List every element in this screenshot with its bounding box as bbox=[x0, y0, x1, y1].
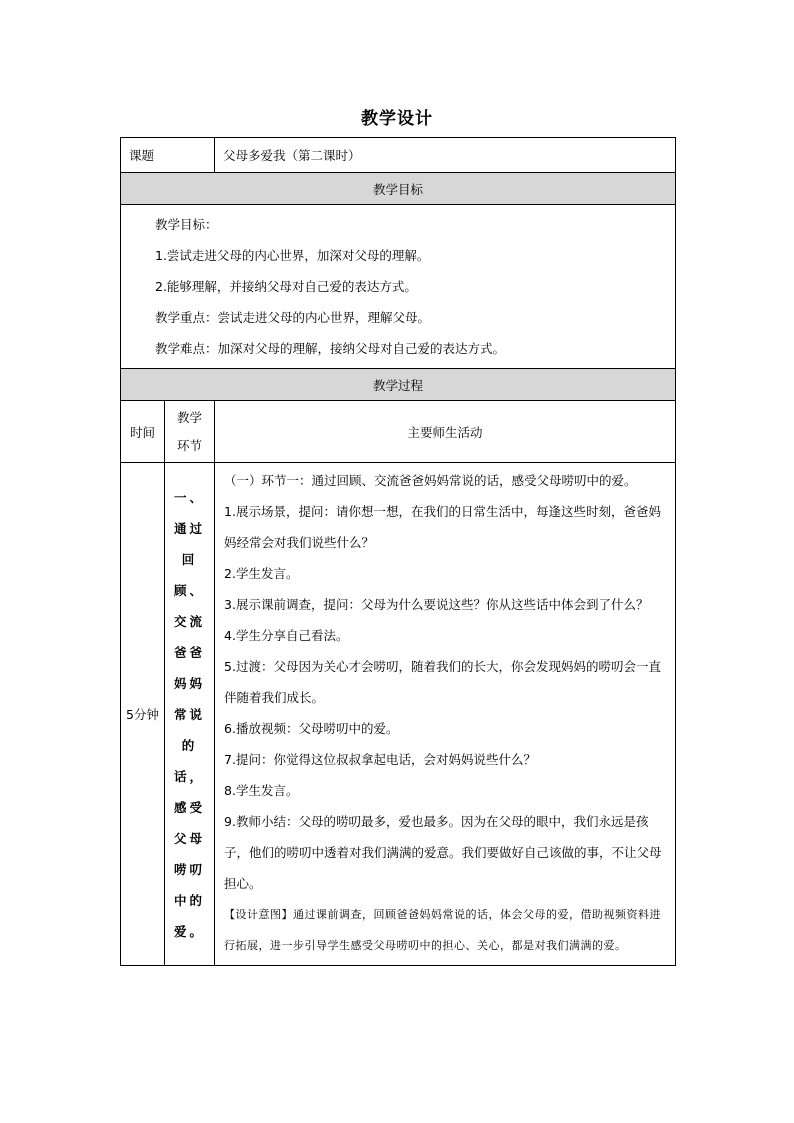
objectives-section-title: 教学目标 bbox=[121, 173, 676, 205]
activity-line: 5.过渡：父母因为关心才会唠叨，随着我们的长大，你会发现妈妈的唠叨会一直伴随着我们成长。 bbox=[224, 659, 661, 705]
design-intent: 【设计意图】通过课前调查，回顾爸爸妈妈常说的话，体会父母的爱，借助视频资料进行拓展，进一步引导学生感受父母唠叨中的担心、关心，都是对我们满满的爱。 bbox=[224, 908, 662, 952]
lesson-row bbox=[121, 138, 676, 173]
activity-content bbox=[215, 463, 676, 966]
stage-header-line2: 环节 bbox=[177, 437, 203, 453]
lesson-label: 课题 bbox=[121, 138, 215, 173]
objectives-line: 教学重点：尝试走进父母的内心世界，理解父母。 bbox=[155, 310, 431, 325]
stage-header-line1: 教学 bbox=[177, 409, 203, 425]
time-header: 时间 bbox=[121, 401, 165, 463]
activity-line: 2.学生发言。 bbox=[224, 566, 299, 581]
process-section-title: 教学过程 bbox=[121, 369, 676, 401]
activity-line: 1.展示场景，提问：请你想一想，在我们的日常生活中，每逢这些时刻，爸爸妈妈经常会对我们说些什么？ bbox=[224, 504, 661, 550]
process-header-row bbox=[121, 369, 676, 401]
objectives-content bbox=[121, 205, 676, 369]
process-stage-row bbox=[121, 463, 676, 966]
stage-value: 一、通过回顾、交流爸爸妈妈常说的话，感受父母唠叨中的爱。 bbox=[165, 463, 215, 966]
activity-line: 4.学生分享自己看法。 bbox=[224, 628, 349, 643]
lesson-plan-table bbox=[120, 137, 676, 966]
objectives-row bbox=[121, 205, 676, 369]
document-title: 教学设计 bbox=[361, 109, 433, 129]
objectives-line: 教学目标： bbox=[155, 217, 218, 232]
activity-line: 8.学生发言。 bbox=[224, 783, 299, 798]
activity-line: 7.提问：你觉得这位叔叔拿起电话，会对妈妈说些什么？ bbox=[224, 752, 536, 767]
lesson-title: 父母多爱我（第二课时） bbox=[215, 138, 676, 173]
process-column-headers bbox=[121, 401, 676, 463]
activity-line: （一）环节一：通过回顾、交流爸爸妈妈常说的话，感受父母唠叨中的爱。 bbox=[224, 473, 637, 488]
activity-line: 6.播放视频：父母唠叨中的爱。 bbox=[224, 721, 399, 736]
activity-line: 3.展示课前调查，提问：父母为什么要说这些？你从这些话中体会到了什么？ bbox=[224, 597, 649, 612]
objectives-line: 1.尝试走进父母的内心世界，加深对父母的理解。 bbox=[155, 248, 430, 263]
stage-header bbox=[165, 401, 215, 463]
objectives-line: 教学难点：加深对父母的理解，接纳父母对自己爱的表达方式。 bbox=[155, 341, 506, 356]
activity-header: 主要师生活动 bbox=[215, 401, 676, 463]
activity-line: 9.教师小结：父母的唠叨最多，爱也最多。因为在父母的眼中，我们永远是孩子，他们的唠叨中透着对我们满满的爱意。我们要做好自己该做的事，不让父母担心。 bbox=[224, 814, 662, 891]
objectives-line: 2.能够理解，并接纳父母对自己爱的表达方式。 bbox=[155, 279, 417, 294]
time-value: 5分钟 bbox=[121, 463, 165, 966]
objectives-header-row bbox=[121, 173, 676, 205]
